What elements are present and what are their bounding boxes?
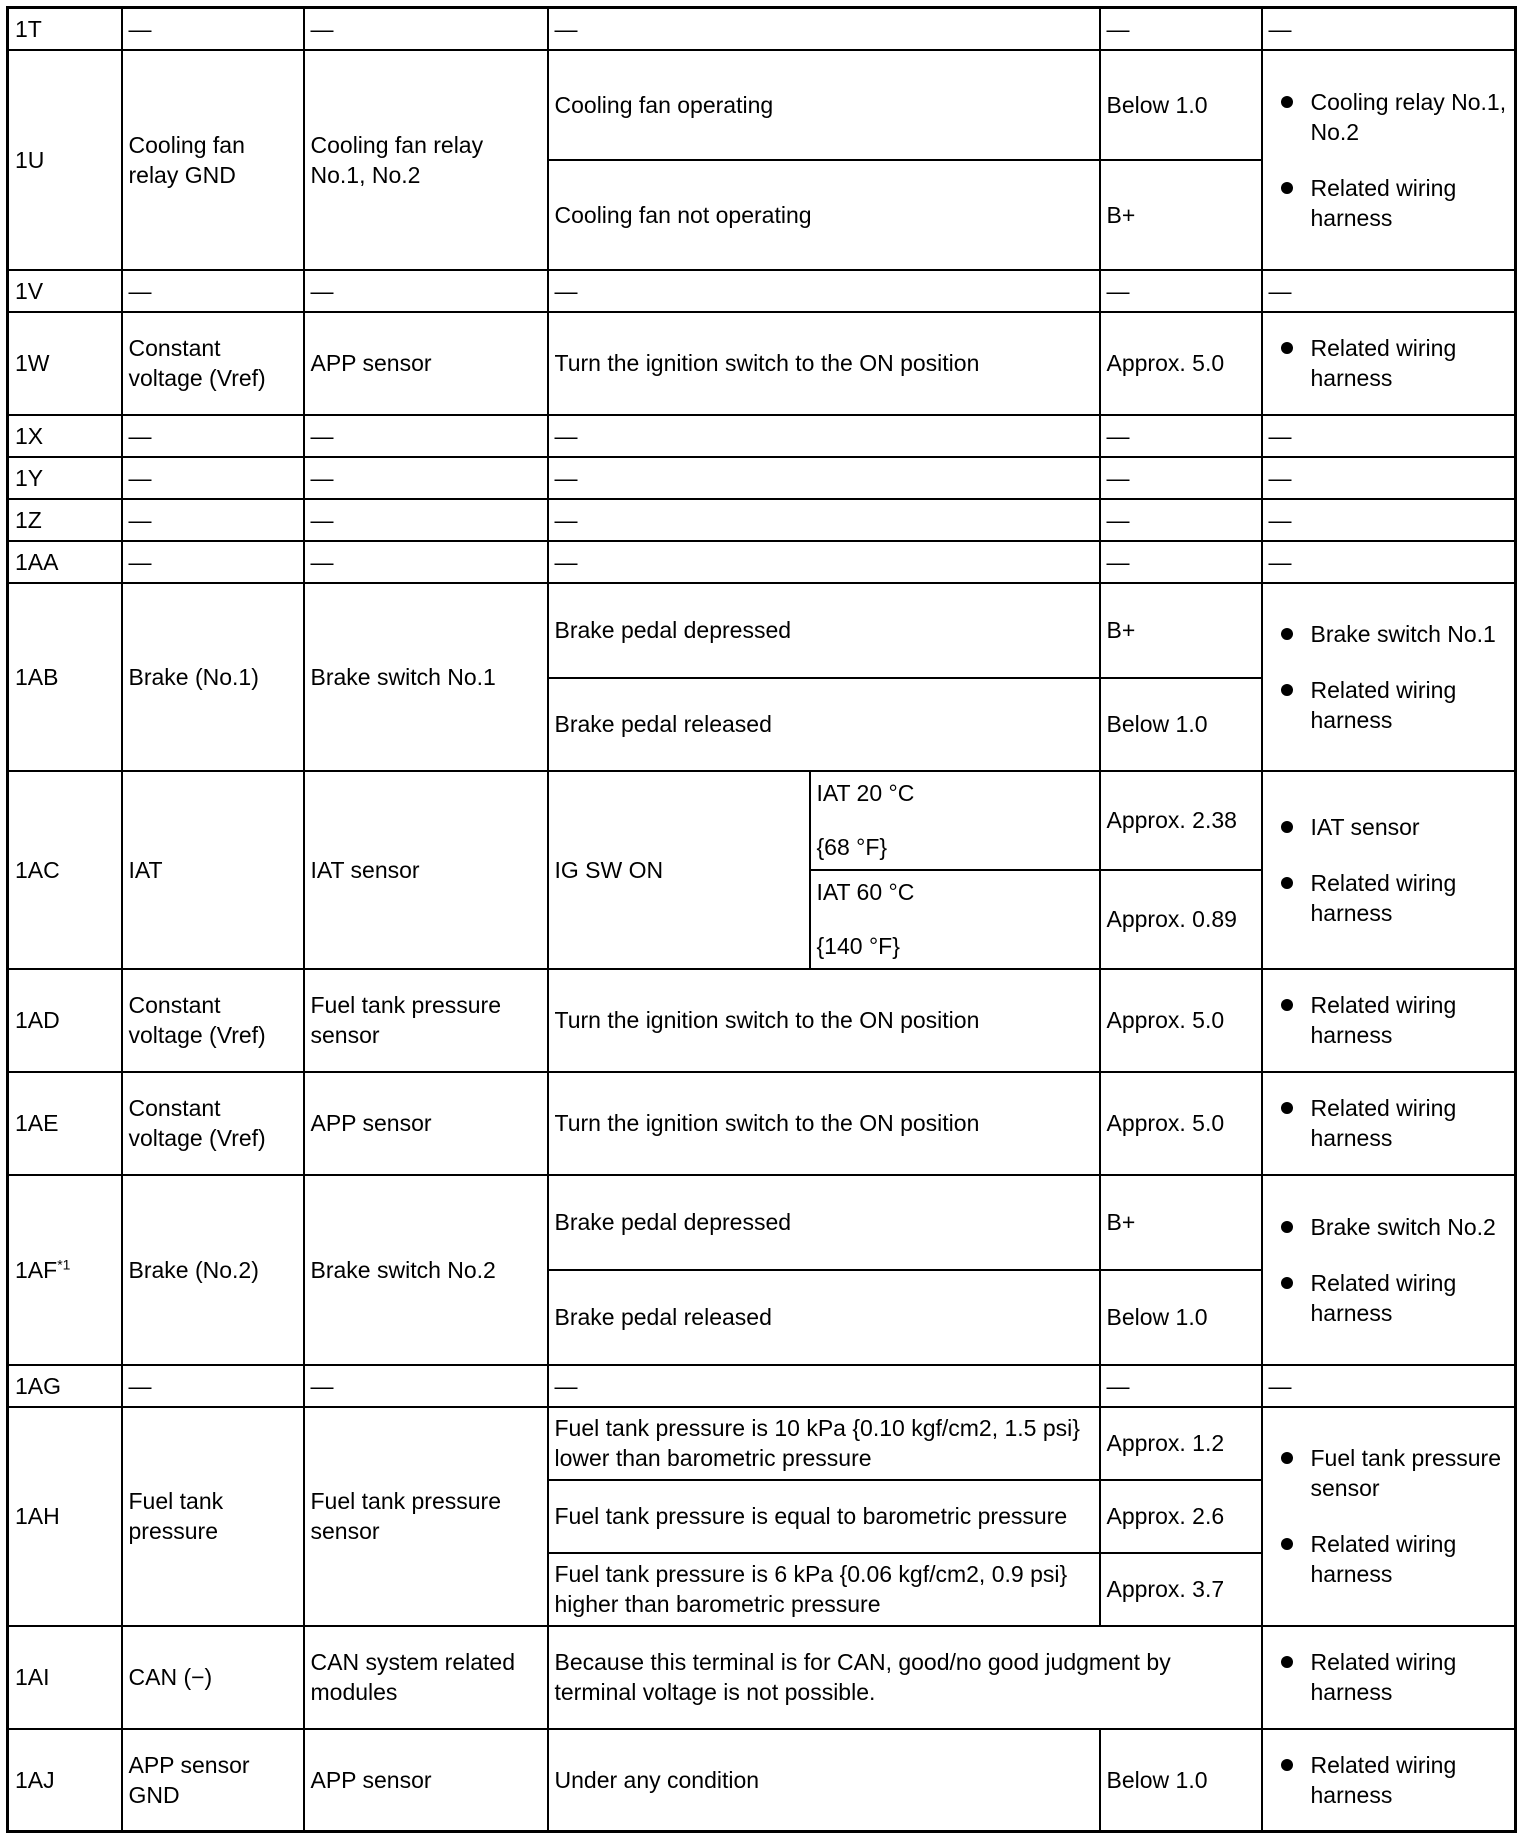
- condition-cell: Cooling fan not operating: [548, 160, 1100, 270]
- dash-cell: —: [1100, 499, 1262, 541]
- list-item: Related wiring harness: [1269, 1093, 1509, 1153]
- table-row: [8, 499, 1516, 541]
- dash-cell: —: [1100, 415, 1262, 457]
- list-item: Related wiring harness: [1269, 1750, 1509, 1810]
- condition-cell: Turn the ignition switch to the ON position: [548, 969, 1100, 1072]
- dash-cell: —: [122, 541, 304, 583]
- list-item: Related wiring harness: [1269, 868, 1509, 928]
- voltage-cell: Below 1.0: [1100, 1270, 1262, 1365]
- table-row: [8, 415, 1516, 457]
- inspection-list: [1269, 812, 1509, 928]
- table-row: [8, 1365, 1516, 1407]
- dash-cell: —: [122, 1365, 304, 1407]
- list-item: Related wiring harness: [1269, 1268, 1509, 1328]
- table-row: [8, 541, 1516, 583]
- table-row: [8, 969, 1516, 1072]
- inspection-list: [1269, 619, 1509, 735]
- dash-cell: —: [122, 499, 304, 541]
- voltage-cell: Approx. 0.89: [1100, 870, 1262, 969]
- voltage-cell: B+: [1100, 160, 1262, 270]
- dash-cell: —: [122, 270, 304, 312]
- terminal-label: 1AF: [15, 1256, 58, 1283]
- terminal-cell: 1AG: [8, 1365, 122, 1407]
- condition-cell: Fuel tank pressure is equal to barometric pressure: [548, 1480, 1100, 1553]
- table-row: [8, 1407, 1516, 1480]
- list-item: Brake switch No.1: [1269, 619, 1509, 649]
- dash-cell: —: [1100, 541, 1262, 583]
- voltage-cell: Approx. 3.7: [1100, 1553, 1262, 1626]
- connected-to-cell: CAN system related modules: [304, 1626, 548, 1729]
- dash-cell: —: [548, 457, 1100, 499]
- terminal-voltage-table: [6, 6, 1517, 1833]
- dash-cell: —: [548, 499, 1100, 541]
- terminal-cell: 1U: [8, 50, 122, 270]
- table-row: [8, 1175, 1516, 1270]
- inspection-list: [1269, 333, 1509, 393]
- connected-to-cell: APP sensor: [304, 1729, 548, 1832]
- table-row: [8, 583, 1516, 678]
- terminal-cell: 1AE: [8, 1072, 122, 1175]
- sub-condition-line: {140 °F}: [816, 932, 900, 959]
- voltage-cell: Below 1.0: [1100, 50, 1262, 160]
- terminal-cell: 1V: [8, 270, 122, 312]
- voltage-cell: Below 1.0: [1100, 678, 1262, 771]
- terminal-cell: 1X: [8, 415, 122, 457]
- list-item: Related wiring harness: [1269, 1529, 1509, 1589]
- inspection-list: [1269, 1647, 1509, 1707]
- signal-name-cell: Cooling fan relay GND: [122, 50, 304, 270]
- table-row: [8, 1626, 1516, 1729]
- terminal-cell: 1AH: [8, 1407, 122, 1626]
- connected-to-cell: Fuel tank pressure sensor: [304, 969, 548, 1072]
- dash-cell: —: [122, 457, 304, 499]
- table-row: [8, 1729, 1516, 1832]
- inspection-cell: [1262, 771, 1516, 969]
- signal-name-cell: Constant voltage (Vref): [122, 969, 304, 1072]
- terminal-cell: 1AJ: [8, 1729, 122, 1832]
- inspection-list: [1269, 1093, 1509, 1153]
- voltage-cell: Approx. 5.0: [1100, 312, 1262, 415]
- signal-name-cell: CAN (−): [122, 1626, 304, 1729]
- list-item: Brake switch No.2: [1269, 1212, 1509, 1242]
- dash-cell: —: [1262, 415, 1516, 457]
- voltage-cell: Approx. 5.0: [1100, 969, 1262, 1072]
- connected-to-cell: Cooling fan relay No.1, No.2: [304, 50, 548, 270]
- dash-cell: —: [1262, 8, 1516, 50]
- sub-condition-cell: [810, 771, 1100, 870]
- inspection-cell: [1262, 1626, 1516, 1729]
- terminal-cell: 1AD: [8, 969, 122, 1072]
- dash-cell: —: [1262, 499, 1516, 541]
- voltage-cell: Below 1.0: [1100, 1729, 1262, 1832]
- terminal-cell: 1AI: [8, 1626, 122, 1729]
- condition-cell: Brake pedal released: [548, 678, 1100, 771]
- condition-cell: Brake pedal released: [548, 1270, 1100, 1365]
- condition-cell: Fuel tank pressure is 6 kPa {0.06 kgf/cm2, 0.9 psi} higher than barometric pressure: [548, 1553, 1100, 1626]
- footnote-marker: *1: [57, 1255, 71, 1272]
- dash-cell: —: [548, 1365, 1100, 1407]
- list-item: Related wiring harness: [1269, 1647, 1509, 1707]
- signal-name-cell: Constant voltage (Vref): [122, 312, 304, 415]
- terminal-cell: [8, 1175, 122, 1365]
- dash-cell: —: [1100, 1365, 1262, 1407]
- terminal-cell: 1AC: [8, 771, 122, 969]
- list-item: Related wiring harness: [1269, 333, 1509, 393]
- signal-name-cell: Constant voltage (Vref): [122, 1072, 304, 1175]
- table-row: [8, 270, 1516, 312]
- connected-to-cell: Fuel tank pressure sensor: [304, 1407, 548, 1626]
- terminal-cell: 1W: [8, 312, 122, 415]
- dash-cell: —: [548, 415, 1100, 457]
- terminal-voltage-table-container: [6, 6, 1517, 1833]
- connected-to-cell: APP sensor: [304, 312, 548, 415]
- dash-cell: —: [304, 541, 548, 583]
- dash-cell: —: [304, 499, 548, 541]
- dash-cell: —: [548, 270, 1100, 312]
- dash-cell: —: [304, 415, 548, 457]
- terminal-cell: 1AA: [8, 541, 122, 583]
- sub-condition-cell: [810, 870, 1100, 969]
- table-row: [8, 1072, 1516, 1175]
- table-row: [8, 50, 1516, 160]
- list-item: Fuel tank pressure sensor: [1269, 1443, 1509, 1503]
- dash-cell: —: [1100, 270, 1262, 312]
- connected-to-cell: IAT sensor: [304, 771, 548, 969]
- dash-cell: —: [122, 8, 304, 50]
- dash-cell: —: [1262, 457, 1516, 499]
- dash-cell: —: [304, 1365, 548, 1407]
- dash-cell: —: [548, 541, 1100, 583]
- voltage-cell: Approx. 2.38: [1100, 771, 1262, 870]
- dash-cell: —: [304, 457, 548, 499]
- condition-cell: Under any condition: [548, 1729, 1100, 1832]
- inspection-cell: [1262, 50, 1516, 270]
- condition-cell: Turn the ignition switch to the ON position: [548, 1072, 1100, 1175]
- dash-cell: —: [304, 270, 548, 312]
- voltage-cell: Approx. 2.6: [1100, 1480, 1262, 1553]
- dash-cell: —: [1262, 1365, 1516, 1407]
- inspection-cell: [1262, 1407, 1516, 1626]
- list-item: Cooling relay No.1, No.2: [1269, 87, 1509, 147]
- signal-name-cell: Fuel tank pressure: [122, 1407, 304, 1626]
- inspection-list: [1269, 87, 1509, 233]
- signal-name-cell: APP sensor GND: [122, 1729, 304, 1832]
- inspection-cell: [1262, 583, 1516, 771]
- dash-cell: —: [122, 415, 304, 457]
- inspection-cell: [1262, 1729, 1516, 1832]
- connected-to-cell: Brake switch No.2: [304, 1175, 548, 1365]
- table-row: [8, 8, 1516, 50]
- dash-cell: —: [1262, 270, 1516, 312]
- inspection-list: [1269, 990, 1509, 1050]
- voltage-cell: B+: [1100, 583, 1262, 678]
- dash-cell: —: [1100, 8, 1262, 50]
- condition-cell: IG SW ON: [548, 771, 810, 969]
- condition-cell: Brake pedal depressed: [548, 1175, 1100, 1270]
- condition-cell: Cooling fan operating: [548, 50, 1100, 160]
- dash-cell: —: [304, 8, 548, 50]
- condition-cell: Because this terminal is for CAN, good/no good judgment by terminal voltage is not possible.: [548, 1626, 1262, 1729]
- voltage-cell: Approx. 5.0: [1100, 1072, 1262, 1175]
- list-item: Related wiring harness: [1269, 990, 1509, 1050]
- inspection-cell: [1262, 1072, 1516, 1175]
- list-item: IAT sensor: [1269, 812, 1509, 842]
- connected-to-cell: APP sensor: [304, 1072, 548, 1175]
- terminal-cell: 1Y: [8, 457, 122, 499]
- signal-name-cell: Brake (No.2): [122, 1175, 304, 1365]
- inspection-list: [1269, 1212, 1509, 1328]
- condition-cell: Fuel tank pressure is 10 kPa {0.10 kgf/cm2, 1.5 psi} lower than barometric pressure: [548, 1407, 1100, 1480]
- dash-cell: —: [548, 8, 1100, 50]
- terminal-cell: 1AB: [8, 583, 122, 771]
- sub-condition-line: IAT 60 °C: [816, 878, 915, 905]
- signal-name-cell: Brake (No.1): [122, 583, 304, 771]
- dash-cell: —: [1262, 541, 1516, 583]
- condition-cell: Turn the ignition switch to the ON position: [548, 312, 1100, 415]
- inspection-list: [1269, 1750, 1509, 1810]
- sub-condition-line: IAT 20 °C: [816, 779, 915, 806]
- list-item: Related wiring harness: [1269, 675, 1509, 735]
- sub-condition-line: {68 °F}: [816, 833, 888, 860]
- list-item: Related wiring harness: [1269, 173, 1509, 233]
- terminal-cell: 1Z: [8, 499, 122, 541]
- inspection-cell: [1262, 312, 1516, 415]
- terminal-cell: 1T: [8, 8, 122, 50]
- inspection-cell: [1262, 969, 1516, 1072]
- signal-name-cell: IAT: [122, 771, 304, 969]
- inspection-list: [1269, 1443, 1509, 1589]
- voltage-cell: B+: [1100, 1175, 1262, 1270]
- condition-cell: Brake pedal depressed: [548, 583, 1100, 678]
- table-row: [8, 312, 1516, 415]
- dash-cell: —: [1100, 457, 1262, 499]
- connected-to-cell: Brake switch No.1: [304, 583, 548, 771]
- table-row: [8, 771, 1516, 870]
- voltage-cell: Approx. 1.2: [1100, 1407, 1262, 1480]
- inspection-cell: [1262, 1175, 1516, 1365]
- table-row: [8, 457, 1516, 499]
